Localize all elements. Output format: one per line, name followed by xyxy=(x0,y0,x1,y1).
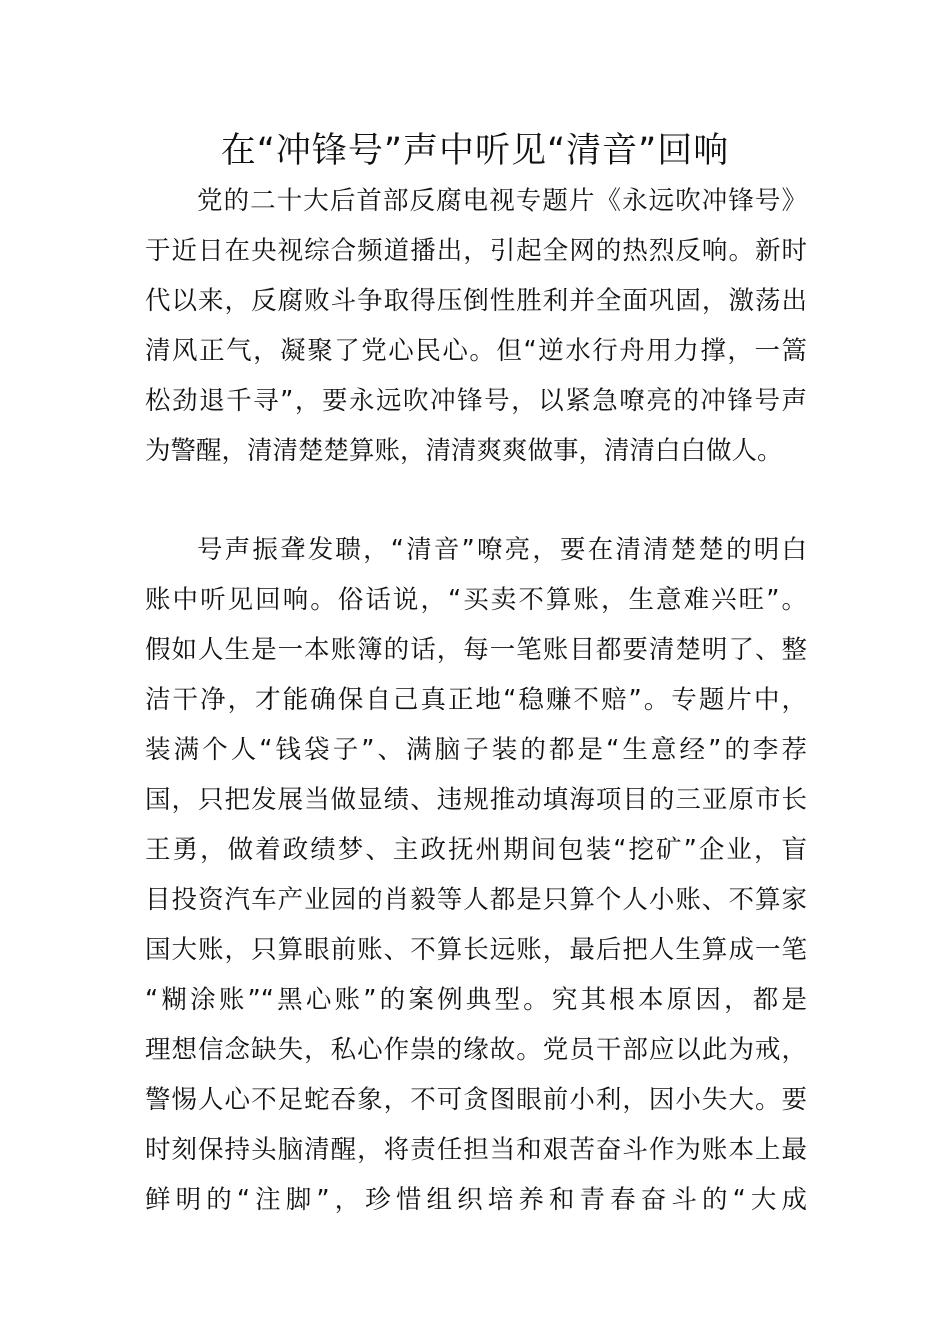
paragraph-line: 代以来，反腐败斗争取得压倒性胜利并全面巩固，激荡出 xyxy=(145,286,807,316)
paragraph-line: 松劲退千寻”，要永远吹冲锋号，以紧急嘹亮的冲锋号声 xyxy=(145,386,807,416)
paragraph-line: 党的二十大后首部反腐电视专题片《永远吹冲锋号》 xyxy=(197,186,807,216)
paragraph-line: 警惕人心不足蛇吞象，不可贪图眼前小利，因小失大。要 xyxy=(145,1085,807,1115)
paragraph-line: 装满个人“钱袋子”、满脑子装的都是“生意经”的李荐 xyxy=(145,735,807,765)
paragraph-1 xyxy=(145,176,807,476)
paragraph-line: 理想信念缺失，私心作祟的缘故。党员干部应以此为戒， xyxy=(145,1035,807,1065)
paragraph-line: “糊涂账”“黑心账”的案例典型。究其根本原因，都是 xyxy=(145,985,807,1015)
paragraph-line: 国大账，只算眼前账、不算长远账，最后把人生算成一笔 xyxy=(145,935,807,965)
paragraph-line: 账中听见回响。俗话说，“买卖不算账，生意难兴旺”。 xyxy=(145,585,807,615)
paragraph-line: 国，只把发展当做显绩、违规推动填海项目的三亚原市长 xyxy=(145,785,807,815)
paragraph-line: 于近日在央视综合频道播出，引起全网的热烈反响。新时 xyxy=(145,236,807,266)
paragraph-line: 目投资汽车产业园的肖毅等人都是只算个人小账、不算家 xyxy=(145,885,807,915)
paragraph-line: 王勇，做着政绩梦、主政抚州期间包装“挖矿”企业，盲 xyxy=(145,835,807,865)
paragraph-2 xyxy=(145,525,807,1225)
paragraph-line: 清风正气，凝聚了党心民心。但“逆水行舟用力撑，一篙 xyxy=(145,336,807,366)
paragraph-line: 时刻保持头脑清醒，将责任担当和艰苦奋斗作为账本上最 xyxy=(145,1135,807,1165)
paragraph-line: 为警醒，清清楚楚算账，清清爽爽做事，清清白白做人。 xyxy=(145,436,783,466)
paragraph-line: 号声振聋发聩，“清音”嘹亮，要在清清楚楚的明白 xyxy=(197,535,807,565)
paragraph-line: 洁干净，才能确保自己真正地“稳赚不赔”。专题片中， xyxy=(145,685,807,715)
document-title: 在“冲锋号”声中听见“清音”回响 xyxy=(220,131,730,171)
paragraph-line: 假如人生是一本账簿的话，每一笔账目都要清楚明了、整 xyxy=(145,635,807,665)
paragraph-line: 鲜明的“注脚”，珍惜组织培养和青春奋斗的“大成 xyxy=(145,1185,807,1215)
